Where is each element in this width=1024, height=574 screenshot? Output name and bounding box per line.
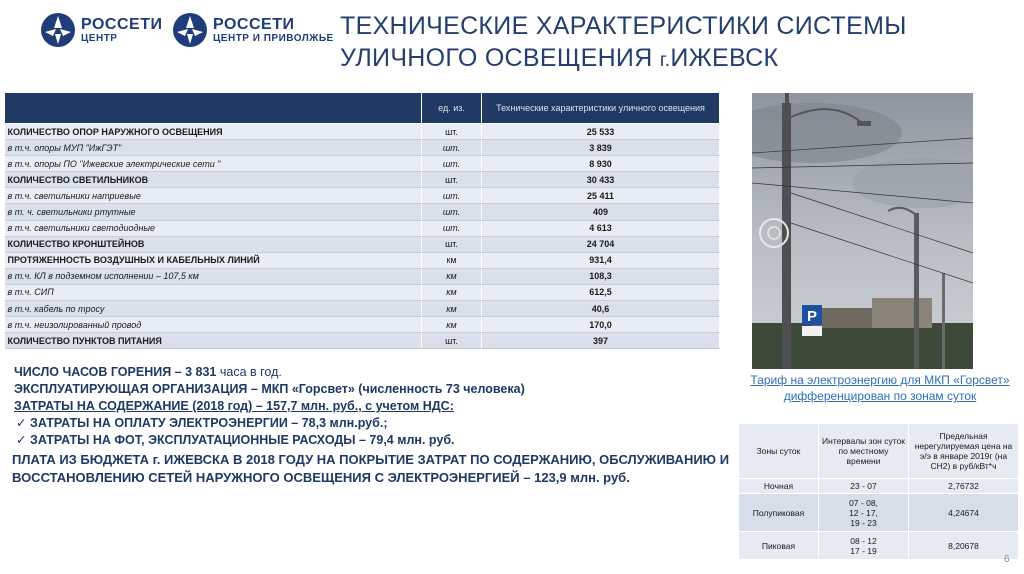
table-row: [5, 220, 720, 236]
row-unit: шт.: [422, 124, 482, 140]
row-name: в т. ч. светильники ртутные: [5, 204, 422, 220]
row-name: в т.ч. светильники светодиодные: [5, 220, 422, 236]
logo-sub: ЦЕНТР: [81, 32, 118, 44]
table-row: [5, 317, 720, 333]
row-value: 25 533: [482, 124, 720, 140]
table-row: [5, 140, 720, 156]
tariff-header-price: Предельная нерегулируемая цена на э/э в январе 2019г (на СН2) в руб/кВт*ч: [909, 424, 1019, 479]
tariff-header-row: [739, 424, 1019, 479]
page-title: [340, 10, 1000, 77]
cost-item-electricity: ✓ ЗАТРАТЫ НА ОПЛАТУ ЭЛЕКТРОЭНЕРГИИ – 78,3 млн.руб.;: [16, 416, 388, 430]
row-value: 25 411: [482, 188, 720, 204]
budget-payment: ПЛАТА ИЗ БЮДЖЕТА г. ИЖЕВСКА В 2018 ГОДУ НА ПОКРЫТИЕ ЗАТРАТ ПО СОДЕРЖАНИЮ, ОБСЛУЖИВАНИЮ И ВОССТАНОВЛЕНИЮ СЕТЕЙ НАРУЖНОГО ОСВЕЩЕНИЯ С ЭЛЕКТРОЭНЕРГИЕЙ – 123,9 млн. руб.: [12, 452, 730, 485]
row-unit: км: [422, 317, 482, 333]
row-value: 170,0: [482, 317, 720, 333]
svg-text:P: P: [807, 308, 818, 325]
row-unit: шт.: [422, 188, 482, 204]
row-value: 409: [482, 204, 720, 220]
row-value: 4 613: [482, 220, 720, 236]
lighting-characteristics-table: [4, 92, 720, 349]
tariff-price: 4,24674: [909, 494, 1019, 532]
table-row: [5, 188, 720, 204]
row-name: в т.ч. кабель по тросу: [5, 301, 422, 317]
row-name: в т.ч. СИП: [5, 284, 422, 300]
row-unit: шт.: [422, 204, 482, 220]
row-name: КОЛИЧЕСТВО ОПОР НАРУЖНОГО ОСВЕЩЕНИЯ: [5, 124, 422, 140]
header-name: [5, 93, 422, 124]
header-unit: ед. из.: [422, 93, 482, 124]
table-row: [5, 252, 720, 268]
tariff-row: [739, 532, 1019, 560]
burning-hours: ЧИСЛО ЧАСОВ ГОРЕНИЯ – 3 831 часа в год.: [14, 365, 282, 379]
table-row: [5, 204, 720, 220]
rosseti-emblem-icon: [40, 12, 76, 48]
row-unit: шт.: [422, 156, 482, 172]
checkmark-icon: ✓: [16, 433, 27, 447]
tariff-interval: 08 - 12: [850, 535, 877, 546]
row-name: КОЛИЧЕСТВО ПУНКТОВ ПИТАНИЯ: [5, 333, 422, 349]
cost-item-payroll: ✓ ЗАТРАТЫ НА ФОТ, ЭКСПЛУАТАЦИОННЫЕ РАСХОДЫ – 79,4 млн. руб.: [16, 433, 455, 447]
row-name: ПРОТЯЖЕННОСТЬ ВОЗДУШНЫХ И КАБЕЛЬНЫХ ЛИНИЙ: [5, 252, 422, 268]
row-value: 931,4: [482, 252, 720, 268]
tariff-table: [738, 423, 1019, 560]
row-name: в т.ч. светильники натриевые: [5, 188, 422, 204]
row-value: 3 839: [482, 140, 720, 156]
street-lighting-photo: [752, 93, 973, 369]
header-value: Технические характеристики уличного освещения: [482, 93, 720, 124]
tariff-interval: 07 - 08,: [849, 497, 878, 508]
logo-brand: РОССЕТИ: [81, 15, 163, 33]
tariff-zone: Ночная: [739, 479, 819, 494]
tariff-zone: Пиковая: [739, 532, 819, 560]
row-name: в т.ч. опоры ПО "Ижевские электрические сети ": [5, 156, 422, 172]
row-value: 30 433: [482, 172, 720, 188]
table-row: [5, 156, 720, 172]
row-unit: км: [422, 268, 482, 284]
row-value: 24 704: [482, 236, 720, 252]
rosseti-center-volga-logo: [172, 12, 334, 48]
tariff-interval: 12 - 17,: [849, 507, 878, 518]
title-line-2: УЛИЧНОГО ОСВЕЩЕНИЯ г.ИЖЕВСК: [340, 44, 779, 72]
table-row: [5, 333, 720, 349]
row-unit: км: [422, 301, 482, 317]
tariff-header-intervals: Интервалы зон суток по местному времени: [819, 424, 909, 479]
row-name: в т.ч. КЛ в подземном исполнении – 107,5 км: [5, 268, 422, 284]
operating-organization: ЭКСПЛУАТИРУЮЩАЯ ОРГАНИЗАЦИЯ – МКП «Горсвет» (численность 73 человека): [14, 382, 525, 396]
table-header-row: [5, 93, 720, 124]
row-unit: шт.: [422, 172, 482, 188]
table-row: [5, 172, 720, 188]
tariff-header-zone: Зоны суток: [739, 424, 819, 479]
tariff-caption: Тариф на электроэнергию для МКП «Горсвет» дифференцирован по зонам суток: [750, 373, 1010, 403]
checkmark-icon: ✓: [16, 416, 27, 430]
title-line-1: ТЕХНИЧЕСКИЕ ХАРАКТЕРИСТИКИ СИСТЕМЫ: [340, 12, 907, 40]
row-value: 397: [482, 333, 720, 349]
row-value: 612,5: [482, 284, 720, 300]
table-row: [5, 284, 720, 300]
row-value: 8 930: [482, 156, 720, 172]
tariff-zone: Полупиковая: [739, 494, 819, 532]
tariff-intervals: [819, 479, 909, 494]
tariff-intervals: [819, 494, 909, 532]
table-row: [5, 268, 720, 284]
table-row: [5, 301, 720, 317]
tariff-interval: 19 - 23: [850, 517, 877, 528]
rosseti-emblem-icon: [172, 12, 208, 48]
maintenance-costs: ЗАТРАТЫ НА СОДЕРЖАНИЕ (2018 год) – 157,7 млн. руб., с учетом НДС:: [14, 399, 454, 413]
row-name: в т.ч. неизолированный провод: [5, 317, 422, 333]
tariff-interval: 17 - 19: [850, 545, 877, 556]
row-value: 108,3: [482, 268, 720, 284]
tariff-row: [739, 494, 1019, 532]
row-unit: км: [422, 252, 482, 268]
tariff-price: 8,20678: [909, 532, 1019, 560]
table-row: [5, 236, 720, 252]
row-name: КОЛИЧЕСТВО СВЕТИЛЬНИКОВ: [5, 172, 422, 188]
tariff-price: 2,76732: [909, 479, 1019, 494]
tariff-intervals: [819, 532, 909, 560]
table-row: [5, 124, 720, 140]
page-number: 6: [1004, 554, 1010, 565]
tariff-row: [739, 479, 1019, 494]
row-unit: шт.: [422, 140, 482, 156]
row-unit: шт.: [422, 220, 482, 236]
logo-sub: ЦЕНТР И ПРИВОЛЖЬЕ: [213, 32, 334, 44]
row-name: в т.ч. опоры МУП "ИжГЭТ": [5, 140, 422, 156]
info-block: [14, 364, 734, 449]
row-unit: км: [422, 284, 482, 300]
rosseti-center-logo: [40, 12, 162, 48]
row-unit: шт.: [422, 236, 482, 252]
tariff-interval: 23 - 07: [850, 481, 877, 491]
row-value: 40,6: [482, 301, 720, 317]
row-name: КОЛИЧЕСТВО КРОНШТЕЙНОВ: [5, 236, 422, 252]
logo-brand: РОССЕТИ: [213, 15, 295, 33]
row-unit: шт.: [422, 333, 482, 349]
